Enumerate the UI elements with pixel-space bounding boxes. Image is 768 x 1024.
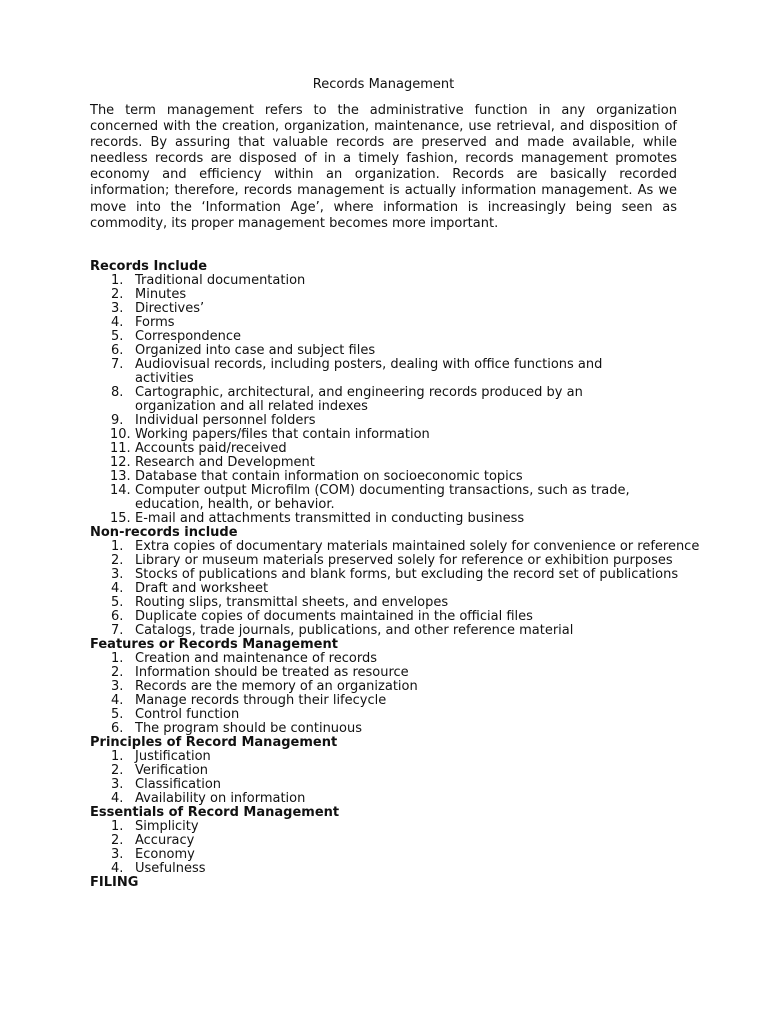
list-item-number: 10. bbox=[110, 427, 131, 442]
intro-paragraph: The term management refers to the administrative function in any organization concerned with the creation, organization, maintenance, use retrieval, and disposition of records. By assuring that valuable records are preserved and made available, while needless records are disposed of in a timely fashion, records management promotes economy and efficiency within an organization. Records are basically recorded information; therefore, records management is actually information management. As we move into the ‘Information Age’, where information is increasingly being seen as commodity, its proper management becomes more important. bbox=[90, 103, 677, 231]
list-item-number: 6. bbox=[111, 609, 124, 624]
list-item-text: Manage records through their lifecycle bbox=[135, 693, 387, 708]
list-item-number: 2. bbox=[111, 833, 124, 848]
list-item-number: 1. bbox=[111, 749, 124, 764]
list-item-text: Database that contain information on socioeconomic topics bbox=[135, 469, 523, 484]
list-item-text: Verification bbox=[135, 763, 209, 778]
list-item-text: Traditional documentation bbox=[135, 273, 306, 288]
list-item-number: 4. bbox=[111, 861, 124, 876]
list-item-number: 15. bbox=[110, 511, 131, 526]
list-item bbox=[90, 484, 665, 512]
list-item bbox=[90, 680, 710, 694]
list-item-number: 3. bbox=[111, 679, 124, 694]
list-item-text: Creation and maintenance of records bbox=[135, 651, 377, 666]
list-item bbox=[90, 358, 665, 386]
list-item-text: Accounts paid/received bbox=[135, 441, 287, 456]
list-item-text: The program should be continuous bbox=[135, 721, 363, 736]
list-item bbox=[90, 554, 710, 568]
list-item bbox=[90, 820, 710, 834]
section-heading: FILING bbox=[90, 875, 139, 890]
list-item-number: 12. bbox=[110, 455, 131, 470]
list-item-text: Library or museum materials preserved solely for reference or exhibition purposes bbox=[135, 553, 673, 568]
list-item bbox=[90, 652, 710, 666]
list-item-text: Individual personnel folders bbox=[135, 413, 316, 428]
list-item bbox=[90, 862, 710, 876]
list-item-text: Correspondence bbox=[135, 329, 242, 344]
list-item bbox=[90, 764, 710, 778]
section-heading: Principles of Record Management bbox=[90, 735, 338, 750]
list-item-number: 4. bbox=[111, 791, 124, 806]
list-item bbox=[90, 610, 710, 624]
section-heading: Essentials of Record Management bbox=[90, 805, 340, 820]
list-item-text: Routing slips, transmittal sheets, and envelopes bbox=[135, 595, 449, 610]
list-item bbox=[90, 288, 665, 302]
list-item bbox=[90, 344, 665, 358]
list-item-number: 2. bbox=[111, 763, 124, 778]
section-heading: Records Include bbox=[90, 259, 208, 274]
list-item-text: Cartographic, architectural, and engineering records produced by an organization and all related indexes bbox=[135, 385, 583, 414]
list-item-text: Availability on information bbox=[135, 791, 306, 806]
list-item-text: Computer output Microfilm (COM) documenting transactions, such as trade, education, health, or behavior. bbox=[135, 483, 630, 512]
list-item bbox=[90, 792, 710, 806]
list-item-number: 6. bbox=[111, 343, 124, 358]
list-item-number: 3. bbox=[111, 777, 124, 792]
list-item-text: Audiovisual records, including posters, dealing with office functions and activities bbox=[135, 357, 603, 386]
list-item-text: Duplicate copies of documents maintained in the official files bbox=[135, 609, 533, 624]
list-item-number: 3. bbox=[111, 301, 124, 316]
list-item-text: Catalogs, trade journals, publications, and other reference material bbox=[135, 623, 574, 638]
list-item-number: 5. bbox=[111, 595, 124, 610]
list-item bbox=[90, 568, 710, 582]
list-item-text: Directives’ bbox=[135, 301, 205, 316]
list-item-number: 6. bbox=[111, 721, 124, 736]
list-item-number: 14. bbox=[110, 483, 131, 498]
list-item-number: 1. bbox=[111, 539, 124, 554]
list-item bbox=[90, 834, 710, 848]
list-item bbox=[90, 848, 710, 862]
list-item-text: Records are the memory of an organization bbox=[135, 679, 418, 694]
list-item-text: Working papers/files that contain information bbox=[135, 427, 430, 442]
list-item-number: 1. bbox=[111, 819, 124, 834]
list-item-number: 3. bbox=[111, 567, 124, 582]
document-sections bbox=[90, 260, 710, 890]
list-item-number: 4. bbox=[111, 693, 124, 708]
list-item-text: Economy bbox=[135, 847, 195, 862]
list-item-text: Usefulness bbox=[135, 861, 206, 876]
list-item bbox=[90, 596, 710, 610]
list-item-text: Organized into case and subject files bbox=[135, 343, 376, 358]
list-item-text: Research and Development bbox=[135, 455, 315, 470]
document-title: Records Management bbox=[312, 77, 455, 92]
list-item-number: 9. bbox=[111, 413, 124, 428]
list-item-number: 3. bbox=[111, 847, 124, 862]
list-item-text: Draft and worksheet bbox=[135, 581, 269, 596]
list-item-text: Classification bbox=[135, 777, 222, 792]
list-item-text: Information should be treated as resource bbox=[135, 665, 409, 680]
list-item-number: 4. bbox=[111, 581, 124, 596]
list-item-number: 1. bbox=[111, 273, 124, 288]
list-item-number: 11. bbox=[110, 441, 131, 456]
list-item bbox=[90, 456, 665, 470]
numbered-list bbox=[90, 820, 710, 876]
list-item-number: 2. bbox=[111, 665, 124, 680]
list-item-text: E-mail and attachments transmitted in conducting business bbox=[135, 511, 525, 526]
numbered-list bbox=[90, 540, 710, 638]
list-item-text: Control function bbox=[135, 707, 240, 722]
list-item bbox=[90, 330, 665, 344]
list-item bbox=[90, 582, 710, 596]
list-item-number: 2. bbox=[111, 287, 124, 302]
list-item-text: Accuracy bbox=[135, 833, 195, 848]
list-item bbox=[90, 624, 710, 638]
list-item-number: 5. bbox=[111, 707, 124, 722]
list-item bbox=[90, 708, 710, 722]
section-heading: Features or Records Management bbox=[90, 637, 338, 652]
list-item-text: Extra copies of documentary materials maintained solely for convenience or reference bbox=[135, 539, 700, 554]
list-item bbox=[90, 414, 665, 428]
section-heading: Non-records include bbox=[90, 525, 238, 540]
list-item bbox=[90, 540, 710, 554]
list-item bbox=[90, 512, 665, 526]
list-item bbox=[90, 666, 710, 680]
list-item bbox=[90, 428, 665, 442]
list-item-text: Justification bbox=[135, 749, 211, 764]
list-item-number: 13. bbox=[110, 469, 131, 484]
numbered-list bbox=[90, 274, 710, 526]
list-item-number: 5. bbox=[111, 329, 124, 344]
list-item bbox=[90, 302, 665, 316]
list-item-number: 7. bbox=[111, 357, 124, 372]
list-item bbox=[90, 778, 710, 792]
list-item-number: 7. bbox=[111, 623, 124, 638]
list-item bbox=[90, 470, 665, 484]
list-item-text: Simplicity bbox=[135, 819, 199, 834]
list-item-text: Minutes bbox=[135, 287, 187, 302]
list-item bbox=[90, 750, 710, 764]
list-item-text: Stocks of publications and blank forms, but excluding the record set of publications bbox=[135, 567, 679, 582]
list-item-number: 4. bbox=[111, 315, 124, 330]
list-item bbox=[90, 722, 710, 736]
list-item-number: 2. bbox=[111, 553, 124, 568]
numbered-list bbox=[90, 750, 710, 806]
list-item bbox=[90, 386, 665, 414]
list-item bbox=[90, 694, 710, 708]
list-item bbox=[90, 274, 665, 288]
list-item-text: Forms bbox=[135, 315, 175, 330]
list-item bbox=[90, 442, 665, 456]
list-item-number: 1. bbox=[111, 651, 124, 666]
list-item-number: 8. bbox=[111, 385, 124, 400]
list-item bbox=[90, 316, 665, 330]
numbered-list bbox=[90, 652, 710, 736]
